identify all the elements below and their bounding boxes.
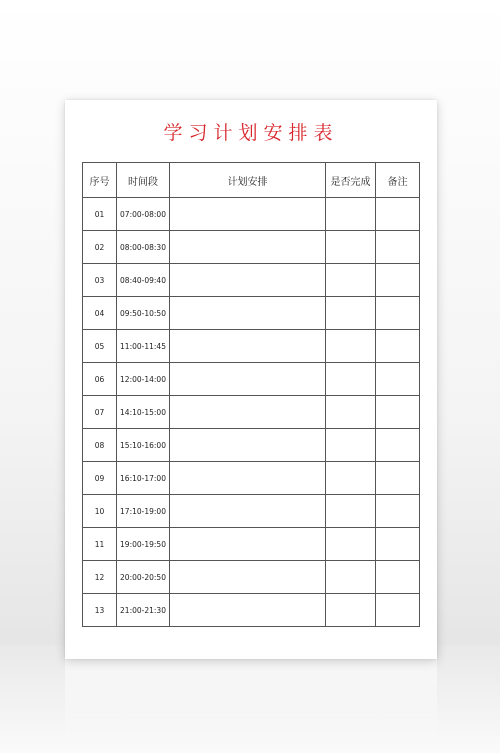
row-number-cell: 02 bbox=[83, 231, 117, 264]
row-plan-cell[interactable] bbox=[170, 594, 326, 627]
row-remarks-cell[interactable] bbox=[376, 363, 420, 396]
table-row bbox=[83, 495, 420, 528]
row-number-cell: 07 bbox=[83, 396, 117, 429]
row-plan-cell[interactable] bbox=[170, 330, 326, 363]
row-remarks-cell[interactable] bbox=[376, 528, 420, 561]
table-row bbox=[83, 396, 420, 429]
table-row bbox=[83, 594, 420, 627]
row-number-cell: 10 bbox=[83, 495, 117, 528]
row-completed-cell[interactable] bbox=[326, 363, 376, 396]
table-row bbox=[83, 429, 420, 462]
row-plan-cell[interactable] bbox=[170, 198, 326, 231]
table-row bbox=[83, 231, 420, 264]
row-completed-cell[interactable] bbox=[326, 495, 376, 528]
paper-reflection bbox=[65, 659, 437, 753]
table-row bbox=[83, 363, 420, 396]
row-number-cell: 12 bbox=[83, 561, 117, 594]
header-plan: 计划安排 bbox=[170, 163, 326, 198]
row-time-cell: 08:40-09:40 bbox=[117, 264, 170, 297]
row-plan-cell[interactable] bbox=[170, 561, 326, 594]
row-time-cell: 14:10-15:00 bbox=[117, 396, 170, 429]
table-row bbox=[83, 198, 420, 231]
document-sheet bbox=[65, 100, 437, 659]
row-time-cell: 20:00-20:50 bbox=[117, 561, 170, 594]
row-number-cell: 11 bbox=[83, 528, 117, 561]
row-plan-cell[interactable] bbox=[170, 462, 326, 495]
row-completed-cell[interactable] bbox=[326, 594, 376, 627]
row-remarks-cell[interactable] bbox=[376, 297, 420, 330]
table-row bbox=[83, 297, 420, 330]
row-completed-cell[interactable] bbox=[326, 429, 376, 462]
row-time-cell: 17:10-19:00 bbox=[117, 495, 170, 528]
row-completed-cell[interactable] bbox=[326, 561, 376, 594]
row-remarks-cell[interactable] bbox=[376, 561, 420, 594]
row-time-cell: 07:00-08:00 bbox=[117, 198, 170, 231]
table-row bbox=[83, 561, 420, 594]
row-remarks-cell[interactable] bbox=[376, 264, 420, 297]
row-remarks-cell[interactable] bbox=[376, 495, 420, 528]
row-remarks-cell[interactable] bbox=[376, 231, 420, 264]
row-remarks-cell[interactable] bbox=[376, 594, 420, 627]
row-time-cell: 21:00-21:30 bbox=[117, 594, 170, 627]
row-number-cell: 13 bbox=[83, 594, 117, 627]
header-remarks: 备注 bbox=[376, 163, 420, 198]
row-remarks-cell[interactable] bbox=[376, 330, 420, 363]
row-time-cell: 15:10-16:00 bbox=[117, 429, 170, 462]
row-completed-cell[interactable] bbox=[326, 528, 376, 561]
row-time-cell: 11:00-11:45 bbox=[117, 330, 170, 363]
row-remarks-cell[interactable] bbox=[376, 429, 420, 462]
row-plan-cell[interactable] bbox=[170, 264, 326, 297]
table-row bbox=[83, 462, 420, 495]
header-time-slot: 时间段 bbox=[117, 163, 170, 198]
table-row bbox=[83, 264, 420, 297]
row-time-cell: 09:50-10:50 bbox=[117, 297, 170, 330]
row-number-cell: 04 bbox=[83, 297, 117, 330]
row-completed-cell[interactable] bbox=[326, 264, 376, 297]
row-plan-cell[interactable] bbox=[170, 528, 326, 561]
row-completed-cell[interactable] bbox=[326, 231, 376, 264]
row-completed-cell[interactable] bbox=[326, 330, 376, 363]
row-number-cell: 05 bbox=[83, 330, 117, 363]
row-number-cell: 03 bbox=[83, 264, 117, 297]
table-row bbox=[83, 330, 420, 363]
row-plan-cell[interactable] bbox=[170, 429, 326, 462]
table-row bbox=[83, 528, 420, 561]
header-completed: 是否完成 bbox=[326, 163, 376, 198]
row-completed-cell[interactable] bbox=[326, 396, 376, 429]
table-header-row bbox=[83, 163, 420, 198]
row-completed-cell[interactable] bbox=[326, 297, 376, 330]
row-time-cell: 08:00-08:30 bbox=[117, 231, 170, 264]
row-plan-cell[interactable] bbox=[170, 363, 326, 396]
row-number-cell: 08 bbox=[83, 429, 117, 462]
row-time-cell: 16:10-17:00 bbox=[117, 462, 170, 495]
row-number-cell: 09 bbox=[83, 462, 117, 495]
header-number: 序号 bbox=[83, 163, 117, 198]
row-number-cell: 01 bbox=[83, 198, 117, 231]
document-title: 学习计划安排表 bbox=[163, 122, 339, 144]
row-remarks-cell[interactable] bbox=[376, 462, 420, 495]
row-remarks-cell[interactable] bbox=[376, 396, 420, 429]
row-remarks-cell[interactable] bbox=[376, 198, 420, 231]
row-completed-cell[interactable] bbox=[326, 462, 376, 495]
row-plan-cell[interactable] bbox=[170, 297, 326, 330]
row-time-cell: 12:00-14:00 bbox=[117, 363, 170, 396]
row-number-cell: 06 bbox=[83, 363, 117, 396]
row-plan-cell[interactable] bbox=[170, 495, 326, 528]
row-completed-cell[interactable] bbox=[326, 198, 376, 231]
row-plan-cell[interactable] bbox=[170, 396, 326, 429]
row-plan-cell[interactable] bbox=[170, 231, 326, 264]
row-time-cell: 19:00-19:50 bbox=[117, 528, 170, 561]
schedule-table bbox=[82, 162, 420, 627]
